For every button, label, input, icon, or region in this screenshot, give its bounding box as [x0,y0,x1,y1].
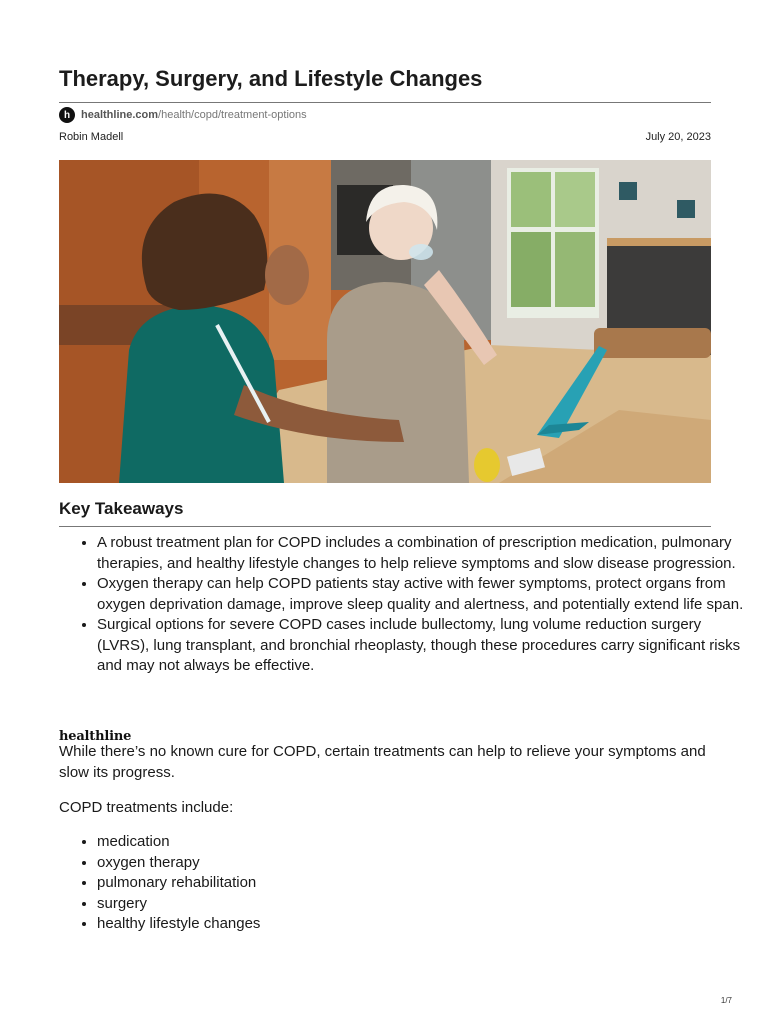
treatment-item: • medication [97,832,260,853]
page-number: 1/7 [720,996,732,1005]
photo-window-pane-4 [555,232,595,307]
article-date: July 20, 2023 [645,131,711,143]
intro-paragraph: While there’s no known cure for COPD, certain treatments can help to relieve your symptoms and slow its progress. [59,743,706,781]
treatments-list [59,832,260,935]
photo-window-pane-2 [555,172,595,227]
source-path[interactable]: /health/copd/treatment-options [158,109,307,121]
source-link[interactable] [81,109,307,121]
healthline-favicon-icon: h [59,107,75,123]
photo-counter-top [607,238,711,246]
key-takeaways-heading: Key Takeaways [59,499,184,518]
treatment-item: • pulmonary rehabilitation [97,873,260,894]
takeaway-item: • Surgical options for severe COPD cases include bullectomy, lung volume reduction surgery (LVRS), lung transplant, and bronchial rheoplasty, though these procedures carry significant risks and may not always be effective. [97,615,749,677]
photo-pill-bottle [474,448,500,482]
key-takeaways-divider [59,526,711,527]
photo-inhaler [409,244,433,260]
takeaway-item: • Oxygen therapy can help COPD patients stay active with fewer symptoms, protect organs from oxygen deprivation damage, improve sleep quality and alertness, and potentially extend life span. [97,574,749,615]
photo-nurse-face [265,245,309,305]
key-takeaways-list [59,533,749,677]
source-domain[interactable]: healthline.com [81,109,159,121]
photo-window-pane-3 [511,232,551,307]
photo-window-pane-1 [511,172,551,227]
title-divider [59,102,711,103]
treatments-lead: COPD treatments include: [59,799,234,816]
article-title: Therapy, Surgery, and Lifestyle Changes [59,66,483,91]
photo-chair [594,328,711,358]
photo-tile-1 [619,182,637,200]
healthline-logo: healthline [59,729,132,744]
nurse-patient-photo [59,160,711,483]
photo-tile-2 [677,200,695,218]
takeaway-item: • A robust treatment plan for COPD includes a combination of prescription medication, pulmonary therapies, and healthy lifestyle changes to help relieve symptoms and slow disease progression. [97,533,749,574]
article-author: Robin Madell [59,131,124,143]
treatment-item: • oxygen therapy [97,853,260,874]
source-line [59,107,307,123]
treatment-item: • surgery [97,894,260,915]
treatment-item: • healthy lifestyle changes [97,914,260,935]
